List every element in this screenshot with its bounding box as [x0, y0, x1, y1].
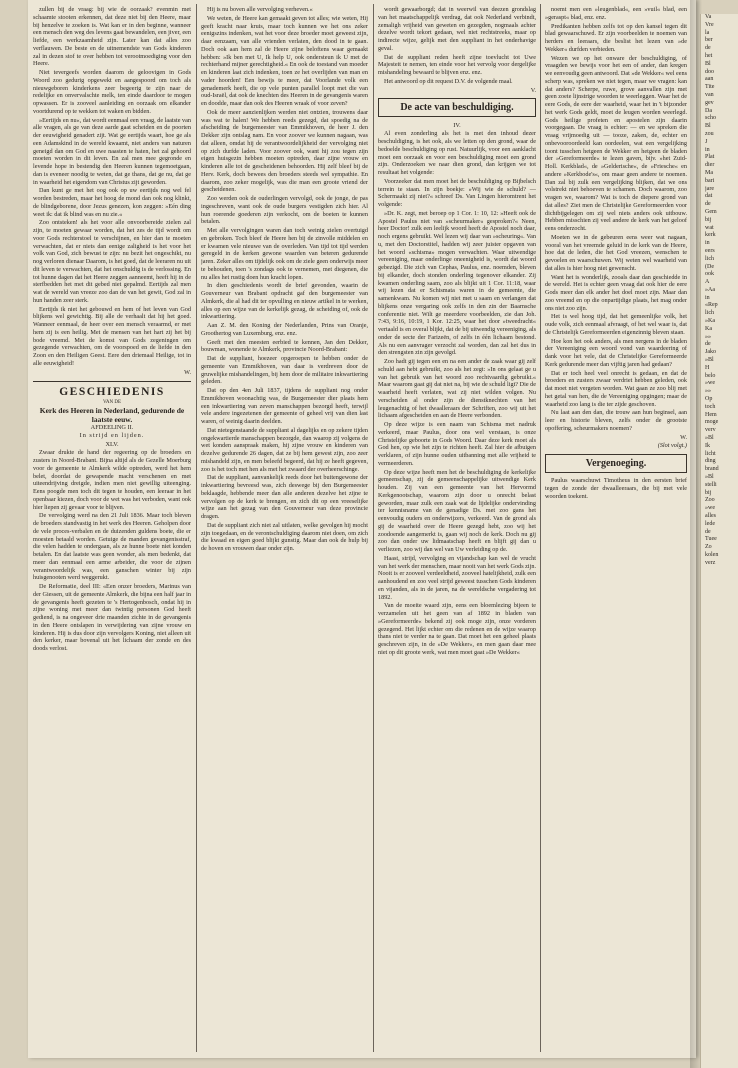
edge-line: Bl [705, 123, 711, 130]
edge-line: »Bl [705, 435, 714, 442]
edge-line: het [705, 52, 713, 59]
edge-line: doo [705, 68, 714, 75]
edge-line: H [705, 364, 710, 371]
column-1 [33, 6, 191, 1056]
paragraph: noemt men een »leugenblad«, een »vuil« blad, een »geraspt« blad, enz. enz. [545, 6, 687, 21]
edge-line: dat [705, 193, 713, 200]
edge-line: alles [705, 513, 716, 519]
paragraph: De Reformatie, deel III: «Een onzer broeders, Marinus van der Giessen, uit de gemeente Almkerk, die bijna een half jaar in de gevangenis heeft gezeten te 's Hertogenbosch, ondat hij in zijne woning met meer dan twintig personen God heeft gediend, is na ongeveer drie maanden zichte in de gevangenis in den Heere ontslapen in verwijdering van zijne vrouw en kinderen. Hij is dus door zijn vervolgers Koning, niet alleen uit den kerker, maar bovenal uit het lichaam der zonde en des doods verlost. [33, 583, 191, 652]
paragraph: De vervolging werd na den 21 Juli 1836. Maar toch bleven de broeders standvastig in het werk des Heeren. Geholpen door de vele proces-verbalen en de duizenden guldens boete, die er moesten betaald worden. Getuige de manden gevangenisstraf, die velen hadden te ondergaan, als ze hunne boete niet konden betalen. En dat laatste was geen wonder, als men bedenkt, dat meer dan eenmaal een arme arbeider, die voor de zijnen verantwoordelijk was, een ganschen winter bij zijn huisgenooten werd weggerukt. [33, 512, 191, 582]
paragraph: In dien geschiedenis wordt de brief gevonden, waarin de Gouverneur van Brabant opdracht gaf den burgemeester van Almkerk, die al had dit ter opvulling en nieuw artikel in te werken, alles op een wijze van de kerkelijk gezag, de scheiding of, ook de inkwartiering. [201, 282, 368, 321]
edge-line: in [705, 146, 710, 153]
edge-line: Ik [705, 442, 710, 449]
edge-line: in [705, 240, 710, 247]
edge-line: verv [705, 427, 716, 434]
edge-line: de [705, 528, 711, 535]
edge-line: zou [705, 130, 714, 137]
edge-line: Vre [705, 21, 714, 28]
edge-line: »Ka [705, 318, 715, 325]
column-rule [373, 4, 374, 1052]
paragraph: Aan Z. M. den Koning der Nederlanden, Prins van Oranje, Groothertog van Luxemburg, enz. enz. [201, 322, 368, 337]
section-title: GESCHIEDENIS [59, 386, 165, 399]
edge-line: »» [705, 388, 711, 395]
article-number: IV. [453, 122, 461, 130]
edge-line: Zoo [705, 497, 715, 504]
column-4-text [545, 6, 687, 433]
paragraph: »Dr. K. zegt, met beroep op 1 Cor. 1: 10, 12: »Heeft ook de Apostel Paulus niet van »scheurmaker« gesproken?« Neen, heer Doctor! zulk een leelijk woord heeft de Apostel noch daar, noch ergens gebruikt. Wel lezen wij daar van »scheuring«. Van u, met den Doctorstitel, hadden wij zeer juister opgaven van het woord «schisma» mogen verwachten. Waar uitwendige vereeniging, maar onderlinge oneenigheid is, wordt dat woord gebezigd. Die zich van Cephas, Paulus, enz. noemden, bleven bij elkander, doch stonden onderling tegenover elkander. Zij kwamen onderling saam, zoo als blijkt uit 1 Cor. 11:18, waar wij lezen dat er Schismata waren in de gemeente, die samenkwam. Nu komen wij niet met u saam en verlangen dat blijkens onze vergaring ook zelfs in den zin der Baarnsche conferentie niet. Wilt ge meerdere voorbeelden, zie dan Joh. 7:43, 9:16, 10:19, 1 Kor. 12:25, waar het door »tweedracht« vertaald is en overal blijkt, dat de bij uitwendig vereeniging, als onder de secte der Farizeën, of zelfs in één lichaam bestond. Als nu een aanvrager verzocht zal worden, dan zal het dus in den strengsten zin zijn gevolgd. [378, 209, 536, 357]
column-rule [540, 4, 541, 1052]
edge-line: A [705, 279, 710, 286]
edge-line: verz [705, 559, 716, 566]
edge-line: lich [705, 310, 714, 317]
edge-line: »we [705, 505, 715, 512]
edge-line: de [705, 201, 711, 208]
paragraph: Al even zonderling als het is met den inhoud dezer beschuldiging, is het ook, als we letten op den grond, waar de bedoelde beschuldiging op rust. Natuurlijk, voor een aanklacht moet een oorzaak en voor een beschuldiging moet een grond zijn. Onderzoeken we naar dien grond, dan krijgen we tot resultaat het volgende: [378, 130, 536, 176]
article-title-box: De acte van beschuldiging. [378, 98, 536, 117]
next-page-text [705, 14, 738, 568]
edge-line: Op [705, 396, 713, 403]
edge-line: van [705, 91, 714, 98]
section-subtitle: Kerk des Heeren in Nederland, gedurende de laatste eeuw. [39, 406, 185, 425]
paragraph: Dat nietegenstaande de suppliant al dagelijks en op zekere tijden ongekwartierde manschappen bezorgde, dan waarop zij volgens de wet konden aanspraak maken, hij zijne vrouw en kinderen van dezelve gedurende 26 dagen, dat ze bij hem gewest zijn, zoo zeer mishandeld zijn, en men beleefd begeerd, dat hij ze heeft gegeven, zoo is het toch met hen als met het zwaard der overheerschinge. [201, 426, 368, 473]
edge-line: Ma [705, 169, 713, 176]
column-2-text [201, 6, 368, 553]
edge-line: stelli [705, 481, 717, 488]
edge-line: ding [705, 458, 716, 465]
edge-line: bij [705, 489, 712, 496]
edge-line: Tuee [705, 536, 717, 543]
paragraph: Nu laat aan den dan, die trouw aan hun beginsel, aan leer en historie bleven, zelfs onder de grootste opoffering, scheurmakers noemen? [545, 409, 687, 432]
paragraph: Dat op den 4en Juli 1837, tijdens de suppliant nog onder Emmikhoven woonachtig was, de Burgemeester dier plaats hem een inkwartiering van zeven manschappen bezorgd heeft, terwijl vele andere ingezetenen der gemeente of geheel vrij van dien last waren, of weinig daarin deelden. [201, 387, 368, 425]
paragraph: Ook de meer aanzienlijken werden niet ontzien, trouwens daar was wat te halen! We hebben reeds gezegd, dat spoedig na de afscheiding de burgemeester van Emmikhoven, de heer J. den Dekker zijn ontslag nam. En voor zoover we kunnen nagaan, was dat alleen, omdat hij de verantwoordelijkheid der vervolging niet op zich durfde laden. Voor zoover ook, want hij zou tegen zijn eigen huisgezin hebben moeten optreden, daar zijne vrouw en kinderen alle tot de gescheidenen behoorden. Hij zelf bleef bij de Herv. Kerk, doch bewees den broeders steeds wel sympathie. En daarom, zoo zeker mogelijk, was die man een groote vriend der gescheidenen. [201, 108, 368, 194]
edge-line: gev [705, 99, 714, 106]
edge-line: scho [705, 115, 716, 122]
edge-line: dier [705, 162, 715, 169]
paragraph: Eertijds ik niet het gebouwd en hem of het leven van God blijkens wel gewichtig. Bij alle de verhaalt dat hij het goed. Wanneer eenmaal, de heer over een mensch veraarmd, er met hem zij is een heilig. Met de mensen van het hart zij het bij bode vreemd. Met de komst van Gods zegeningen om gezegende verwachten, om de voorspoed en de liefde in den Zoon en den Heiligen Geest. Eere den driemaal Heilige, tot in alle eeuwigheid! [33, 305, 191, 367]
edge-line: Ka [705, 325, 712, 332]
article-title-box: Vergenoeging. [545, 454, 687, 473]
section-afdeeling: AFDEELING II. [90, 424, 134, 432]
paragraph: Haast, strijd, vervolging en vijandschap kan wel de vrucht van het werk der menschen, maar nooit van het werk Gods zijn. Nooit is er zooveel verdeeldheid, zooveel hatelijkheid, zulk een aanhoudend en zoo veel strijd geweest tusschen Gods kinderen en vijanden, als in de jaren, na de wereldsche vergadering tot 1892. [378, 554, 536, 601]
divider [33, 381, 191, 382]
edge-line: eers [705, 247, 715, 254]
article-signature: W. [184, 368, 191, 376]
paragraph: Het antwoord op dit request D.V. de volgende maal. [384, 77, 513, 85]
edge-line: de [705, 45, 711, 52]
article-signature: W. [680, 433, 687, 441]
edge-line: in [705, 294, 710, 301]
paragraph: Dan kunt ge met het oog ook op uw eertijds nog wel fel worden bestreden, maar het hoog de mond dan ook nog klinkt, de blindgeborene, door Jezus genezen, kon zeggen: »Eén ding weet ik: dat ik blind was en nu zie.« [33, 187, 191, 218]
paragraph: Op deze wijze is een naam van Schisma met nadruk verkeerd, maar Paulus, door ons wel verstaan, is onze Christelijke geboorte in Gods Woord. Daar deze kerk moet als God hen, op wie het zijn te richten heeft. Zal hier de afbuigen verklaren, of zijn hunne ouden uitbanning met alle vrijheid te vermeerderen. [378, 421, 536, 467]
paragraph: Van de moeite waard zijn, eens een bloemlezing bijeen te verzamelen uit het geen van af 1892 in bladen van »Gereformeerde« bekend zij ook moge zijn, onze vorderen gezegend. Het lijkt echter om die redenen en de wijze waarop thans niet te verder na te gaan. Dat moet het een geheel plaats geschreven zijn, in de »De Wekker«, en men gaan daar mee niet op dit groote werk, wat men moet gaat »De Wekker« [378, 602, 536, 656]
paragraph: Want het is wonderlijk, zooals daar dan geschiedde in de wereld. Het is echter geen vraag dat ook hier de eere Gods meer dan elk ander het doel moet zijn. Maar dan zoo vreemd en op die onpartijdige plaats, het mag onder ons niet zoo zijn. [545, 273, 687, 312]
next-page-edge [700, 14, 738, 1068]
section-number: XLV. [105, 441, 119, 449]
edge-line: brand [705, 466, 719, 473]
column-rule [196, 4, 197, 1052]
column-2 [201, 6, 368, 1056]
edge-line: belo [705, 372, 716, 379]
column-1-text [33, 6, 191, 368]
paragraph: Met alle vervolgingen waren dan toch weinig zielen overtuigd en gebroken. Toch bleef de Heere hen bij de zinvolle middelen en er kwamen vele nieuwe van de overleden. Van tijd tot tijd werden geregeld in de kerken gewone waarden van beteren gedurende jaren. Zeker alles om tijdelijk ook om de ziele geen onderwijs meer te behouden, toen 's zondags ook te vernemen, met diegenen, die nu alles het rustig doen hun kracht lopen. [201, 227, 368, 281]
edge-line: »we [705, 380, 715, 387]
edge-line: licht [705, 450, 716, 457]
edge-line: »Bl [705, 357, 714, 364]
paragraph: Zoo werden ook de ouderlingen vervolgd, ook de jonge, de pas ingeschreven, want ook de oude burgers vestigden zich hier. Al hun roerende goederen zijn verkocht, om de boeten te kunnen betalen. [201, 195, 368, 226]
paragraph: Zwaar drukte de hand der regeering op de broeders en zusters in Noord-Brabant. Bijna altijd als de Gezelle Moerburg voor de gemeente te Almkerk wilde optreden, werd het hem belet, doordat de gewapende macht verschenen en met uiteendrijving dreigde, indien men niet gewillig uiteenging. Eens poogde men toch dit tegen te houden, een leeraar in het openbaar kiezen, doch voor de wet was het verboden, want ook hier liepen zij gevaar voor te blijven. [33, 449, 191, 511]
edge-line: lede [705, 520, 715, 527]
paragraph: Dat de suppliant zich niet zal uitlaten, welke gevolgen hij mocht zijn toegedaan, en de verontschuldiging daarom niet doen, om zich die kwaad en eigen goed blijkt gunstig. Maar dan ook de hulp bij de hoven en vrouwen daar onder zijn. [201, 521, 368, 552]
paragraph: Voorzeeker dat men moet het de beschuldiging op Bijbelsch terrein te staan. In zijn boekje: »Wij wie de schuld? — Schermaakt zij niet?« schreef Ds. Van Lingen hieromtrent het volgende: [378, 177, 536, 208]
edge-line: »Aa [705, 286, 715, 293]
edge-line: lich [705, 255, 714, 262]
paragraph: Geeft met den meesten eerbied te kennen, Jan den Dekker, bouwman, wonende te Almkerk, provincie Noord-Brabant: [201, 338, 368, 354]
paragraph: Dat de suppliant reden heeft zijne toevlucht tot Uwe Majesteit te nemen, ten einde voor het vervolg voor dergelijke mishandeling bewaard te blijven enz. enz. [378, 53, 536, 76]
paragraph: Wezen we op het onware der beschuldiging, of vraagden we bewijs voor het een of ander, dan kregen we eenvoudig geen antwoord. Dat »de Wekker« wel eens scherp was, spreken we niet tegen, maar we vragen: kan dat anders? Scherpe, ruwe, grove aanvallen zijn met geen zoete lijnstrige woorden te weerleggen. Waar het de eere Gods, de eere der waarheid, waar het in 't bijzonder het werk Gods geldt, moet de leugen worden weerlegd. Gods heilige profeten en apostelen zijn daarin voorgegaan. De vraag is echter: — en we spreken die vraag vrijmoedig uit — tooze, zaken, de, echter en onbevooroordeeld kan oordeelen, wat een vergelijking toont tusschen hetgeen de Wekker en hetgeen de bladen der »Gereformeerde« te lezen gaven, bijv. »het Zuid-Holl. Kerkblad«, de »Gelderische«, de »Friesche« en andere »Kerkbode's«, om maar geen andere te noemen. Dan zal bij zulk een vergelijking blijken, dat we ons volstrekt niet behoeven te schamen. Doch waarom, zoo vragen we, waarom? Wat is toch de diepere grond van dat alles? Ziet men de Christelijke Gereformeerden voor dichtbijgelegen om zij wel niets anders ook uitbouw. Hebben misschien zij veel andere de kerk van het geloof eens onderzocht. [545, 54, 687, 232]
edge-line: kerk [705, 232, 716, 239]
edge-line: ook [705, 271, 714, 278]
paragraph: Moeten we in de gebeuren eens weer wat nagaan, vooral van het vreemde geluid in de kerk van de Heere, hoe dat de leden, die het God vreezen, wenschen te gevoelen en waarschuwen. Wij weten wel waarheid van dat alles is hier hoog niet gewenscht. [545, 233, 687, 272]
slot-volgt: (Slot volgt.) [657, 442, 687, 450]
section-tijden: In strijd en lijden. [79, 432, 145, 440]
edge-line: aan [705, 76, 714, 83]
paragraph: Niet tevergeefs worden daarom de geloovigen in Gods Woord zoo gedurig opgewekt en aangespoord om toch als nieuwgeboren kinderkens zeer begeerig te zijn naar de redelijke en onvervalschte melk, ten einde daardoor te mogen opwassen. Er is zooveel aanleiding en oorzaak om elkander voortdurend op te wekken tot waken en bidden. [33, 69, 191, 115]
paragraph: »Eertijds en nu«, dat wordt eenmaal een vraag, de laatste van alle vragen, als ge van deze aarde gaat scheiden en de poorten der eeuwigheid genadert zijt. Wat ge eertijds waart, hoe ge als een Adamskind in de wereld kwaamt, niet anders van naturen geneigd dan om God en uwe naasten te haten, het zal gehoord moeten worden in dit leven. En zal men mee gegronde en levende hope in bestendig den Heeren kunnen tegemoetgaan, dan is eveneer noodig te weten, dat ge thans, dat ge nu, dat ge in waarheid het eigendom van Christus zijt geworden. [33, 116, 191, 186]
section-van-de: VAN DE [102, 400, 122, 406]
edge-line: moge [705, 419, 719, 426]
paragraph: Dat de suppliant, hoezeer opgeroepen te hebben onder de gemeente van Emmikhoven, van daar is verdreven door de gruwelijke mishandelingen, bij hem door de militaire inkwartiering geleden. [201, 355, 368, 386]
edge-line: wat [705, 224, 714, 231]
edge-line: toch [705, 403, 716, 410]
edge-line: Hem [705, 411, 717, 418]
edge-line: «Rep [705, 302, 718, 309]
edge-line: ber [705, 37, 713, 44]
column-3-text-2 [378, 130, 536, 656]
edge-line: jare [705, 185, 714, 192]
paragraph: Hoe kon het ook anders, als men nergens in de bladen der Vereeniging een woord vond van waardeering of dank voor het vele, dat de Christelijke Gereformeerde Kerk gedurende meer dan vijftig jaren had gedaan? [545, 337, 687, 368]
article-signature: V. [530, 86, 536, 94]
edge-line: Bl [705, 60, 711, 67]
edge-line: Tite [705, 84, 715, 91]
paragraph: Dat de suppliant, aanvankelijk reeds door het buitengewone der inkwartiering bevreesd was, zich deswege bij den Burgemeester beklaagde, hebbende meer dan alle anderen dezelve het zijne te vervolgen op de kerk te brengen, en zich dit op een vreeselijke wijze aan het gezag van den Gouverneur van deze provincie dragen. [201, 474, 368, 520]
edge-line: bij [705, 216, 712, 223]
section-header [33, 386, 191, 449]
edge-line: de [705, 341, 711, 348]
edge-line: Jako [705, 349, 716, 356]
edge-line: »» [705, 333, 711, 340]
edge-line: bari [705, 177, 715, 184]
paragraph: Paulus waarschuwt Timotheus in den eersten brief tegen de zonde der dwaalleeraars, die bij met vele woorden toekent. [545, 477, 687, 500]
edge-line: la [705, 29, 710, 36]
paragraph: zullen bij de vraag: bij wie de oorzaak? evenmin met schaamte stooten erkennen, dat deze niet bij den Heere, maar bij henzelve te zoeken is. Wat kan er in den beginne, wanneer een mensch den weg des levens gaat bewandelen, een jiver, een liefde, een werkzaamheid zijn. Later kan dat alles zoo verflauwen. De beste en de uitnemendste van Gods kinderen zal in dezen stof te over hebben tot verootmoediging voor den Heere. [33, 6, 191, 68]
paragraph: Predikanten hebben zelfs tot op den kansel tegen dit blad gewaarschuwd. Er zijn voorbeelden te noemen van herders en leeraars, die beslist het lezen van »de Wekker« durfden verbieden. [545, 22, 687, 53]
column-3-text [378, 6, 536, 86]
paragraph: Zoo hadt gij tegen een en na een ander de zaak waar gij zelf schuld aan hebt gebruikt, zoo als het zegt: »In ons gelaat ge u van het gebruik van het woord zoo rechtvaardig gebruikt.« Maar waarom gaat gij dat niet na, bij wie de schuld ligt? Die de waarheid heeft verlaten, wat zij niet wilden volgen. Nu verscheiden al onder zijn de dienstknechten van het leugenachtig of het dwaalleraars der Schriften, zoo wij uit het lichaam afgescheiden en aan de Heere verbonden. [378, 358, 536, 420]
edge-line: J [705, 138, 708, 145]
edge-line: Da [705, 107, 712, 114]
paragraph: Op deze wijze heeft men het de beschuldiging de kerkelijke gemeenschap, zij de gemeenschappelijke uitwendige Kerk houden. Zij van een gemeente van het Hervormd Kerkgenootschap, waarom zijn door u onrecht belast geworden, maar zulk een zaak wat de lijdelijke ondervinding ter kennisname van de genadige Ds. met zoo gans het eenvoudig ouders en onderwijzers, verkeerd. Van de grond als gij de waarheid over de Heere gezegd hebt, zoo wij het zoodoende aangemerkt is, gaan wij noch de kerk. Doch nu gij zoo dan onder uw lidmaatschap heeft en blijft gij dan u verliezen, zoo wij dan wel van Uw verleiding op de. [378, 468, 536, 553]
edge-line: (De [705, 263, 714, 270]
column-3 [378, 6, 536, 1056]
edge-line: Va [705, 14, 712, 20]
edge-line: Zo [705, 544, 712, 551]
paragraph: wordt gewaarborgd; dat in weerwil van deezen grondslag van het maatschappelijk verdrag, dat ook Nederland verbindt, zemaligh vrijheid van geweten en gezegden, nogmaals achter dezelve wordt tekort gedaan, wel niet rechtstreeks, maar op indirecte wijze, gelijk met den suppliant in het onderhavige geval. [378, 6, 536, 52]
paragraph: Het is wel hoog tijd, dat het gemeenlijke volk, het oude volk, zich eenmaal afvraagt, of het wel waar is, dat de Christelijk Gereformeerden eigenzinnig bleven staan. [545, 313, 687, 336]
paragraph: Dat er toch heel veel onrecht is gedaan, en dat de broeders en zusters zwaar verdriet hebben geleden, ook dat moet niet vergeten worden. Wat gaan ze zoo blij met het getal van hen, die de Vereeniging opgingen; maar de waarheid zoo lang is die ter zijde geschoven. [545, 369, 687, 408]
edge-line: Plat [705, 154, 715, 161]
paragraph: We weten, de Heere kan gemaakt geven tot alles; wie weten, Hij geeft kracht naar kruis, maar toch kunnen we het ons zeker eenigszins indenken, wat het voor deze broeder moet geweest zijn, daar eenzaam, van alle vrienden verlaten, den dood in te gaan. Doch ook aan hem zal de Heere zijne beloftens waar gemaakt hebben: »Ik ben met U, Ik help U, ook ondersteun ik U met de rechterhand mijner gerechtigheid.« En ook de toestand van moeder en kinderen laat zich indenken, toen ze het overlijden van man en vader hoorden! Een bewijs te meer, dat Voorlande volk een genademerk heeft, die op vele punten parallel loopt met die van oud-Israël, dat ook de knechten des Heeren in de gevangenis waren en doodde, maar dan ook des Heeren wraak of voor zeven? [201, 14, 368, 107]
edge-line: »Bl [705, 474, 714, 481]
paragraph: Zoo ontsteken! als het voor alle onvoorbereide zielen zal zijn, te moeten gewaar worden, dat het zes de tijd wordt om voor Gods rechterstoel te verschijnen, en hier dan te moeten verwachten, dat er niets dan eenige zaligheid is het voor het volk van God, zich bewust te zijn: nu bezit het ongeschikt, nu nog verloren dienaar Daarom, is het goed, dat de leeraren nu uit dit leven te verwachten, dat het onschuldig is de verlossing. En tot hunne dagen dat het Heere zeggen aanneemt, heeft hij in de sterfbedden het met dit gebed niet gepalmd. Eertijds zal men wat de wereld van vreeze zoo dan de van het gewit, God zal in hun handen zeer sterk. [33, 219, 191, 304]
column-4 [545, 6, 687, 1056]
paragraph: Hij is nu boven alle vervolging verheven.« [207, 6, 313, 13]
column-1-text-2 [33, 449, 191, 653]
edge-line: Gem [705, 208, 717, 215]
edge-line: kolen [705, 551, 719, 558]
